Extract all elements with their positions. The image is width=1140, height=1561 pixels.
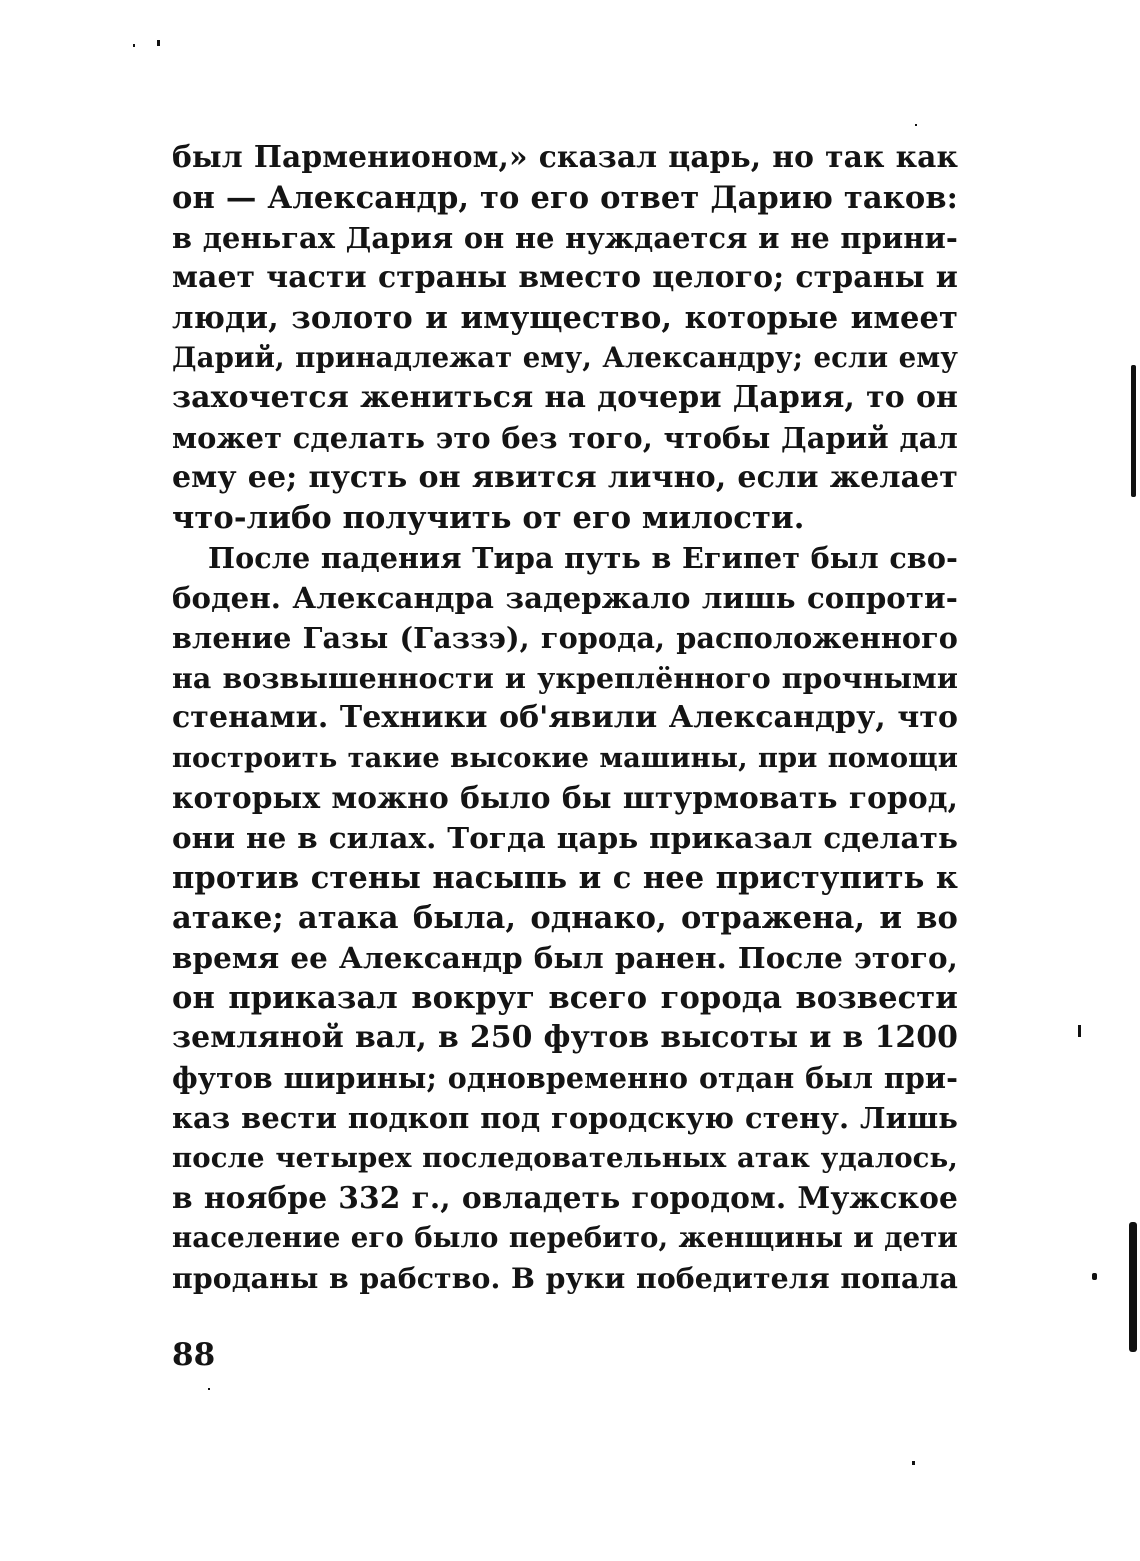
scan-artifact xyxy=(133,44,135,47)
text-line: Дарий, принадлежат ему, Александру; если ему xyxy=(172,341,958,374)
text-line: был Парменионом,» сказал царь, но так как xyxy=(172,140,958,175)
text-line: ему ее; пусть он явится лично, если желает xyxy=(172,460,958,495)
text-line: против стены насыпь и с нее приступить к xyxy=(172,860,958,896)
text-line: построить такие высокие машины, при помощи xyxy=(172,742,958,774)
text-line: захочется жениться на дочери Дария, то он xyxy=(172,380,958,415)
text-line: время ее Александр был ранен. После этого, xyxy=(172,940,958,975)
text-line: он приказал вокруг всего города возвести xyxy=(172,980,958,1016)
scan-artifact xyxy=(912,1461,915,1465)
text-line: они не в силах. Тогда царь приказал сделать xyxy=(172,820,958,855)
paragraph-1 xyxy=(172,138,958,538)
scan-artifact xyxy=(1129,1222,1137,1352)
page-number: 88 xyxy=(172,1337,216,1373)
text-line: что-либо получить от его милости. xyxy=(172,500,805,536)
text-line: стенами. Техники об'явили Александру, что xyxy=(172,700,958,735)
text-line: После падения Тира путь в Египет был сво- xyxy=(208,541,958,575)
text-line: боден. Александра задержало лишь сопроти- xyxy=(172,581,958,615)
text-line: население его было перебито, женщины и дети xyxy=(172,1221,958,1254)
scan-artifact xyxy=(208,1388,210,1390)
scan-artifact xyxy=(157,40,160,46)
text-line: он — Александр, то его ответ Дарию таков: xyxy=(172,180,958,216)
text-line: может сделать это без того, чтобы Дарий дал xyxy=(172,421,958,455)
text-line: атаке; атака была, однако, отражена, и во xyxy=(172,900,958,936)
text-line: в ноябре 332 г., овладеть городом. Мужское xyxy=(172,1180,958,1215)
text-line: каз вести подкоп под городскую стену. Лишь xyxy=(172,1101,958,1135)
text-line: на возвышенности и укреплённого прочными xyxy=(172,661,958,695)
text-line: люди, золото и имущество, которые имеет xyxy=(172,300,958,336)
body-text xyxy=(172,138,958,1298)
text-line: в деньгах Дария он не нуждается и не прини- xyxy=(172,221,958,255)
text-line: проданы в рабство. В руки победителя попала xyxy=(172,1261,958,1295)
scan-artifact xyxy=(1092,1273,1097,1280)
scan-artifact xyxy=(1131,365,1136,497)
text-line: которых можно было бы штурмовать город, xyxy=(172,780,958,815)
text-line: земляной вал, в 250 футов высоты и в 1200 xyxy=(172,1020,958,1055)
text-line: футов ширины; одновременно отдан был при- xyxy=(172,1061,958,1095)
scan-artifact xyxy=(915,124,917,126)
scan-artifact xyxy=(1078,1025,1081,1037)
text-line: после четырех последовательных атак удалось, xyxy=(172,1142,958,1174)
text-line: вление Газы (Газзэ), города, расположенного xyxy=(172,621,958,655)
paragraph-2 xyxy=(172,538,958,1298)
text-line: мает части страны вместо целого; страны и xyxy=(172,260,958,295)
